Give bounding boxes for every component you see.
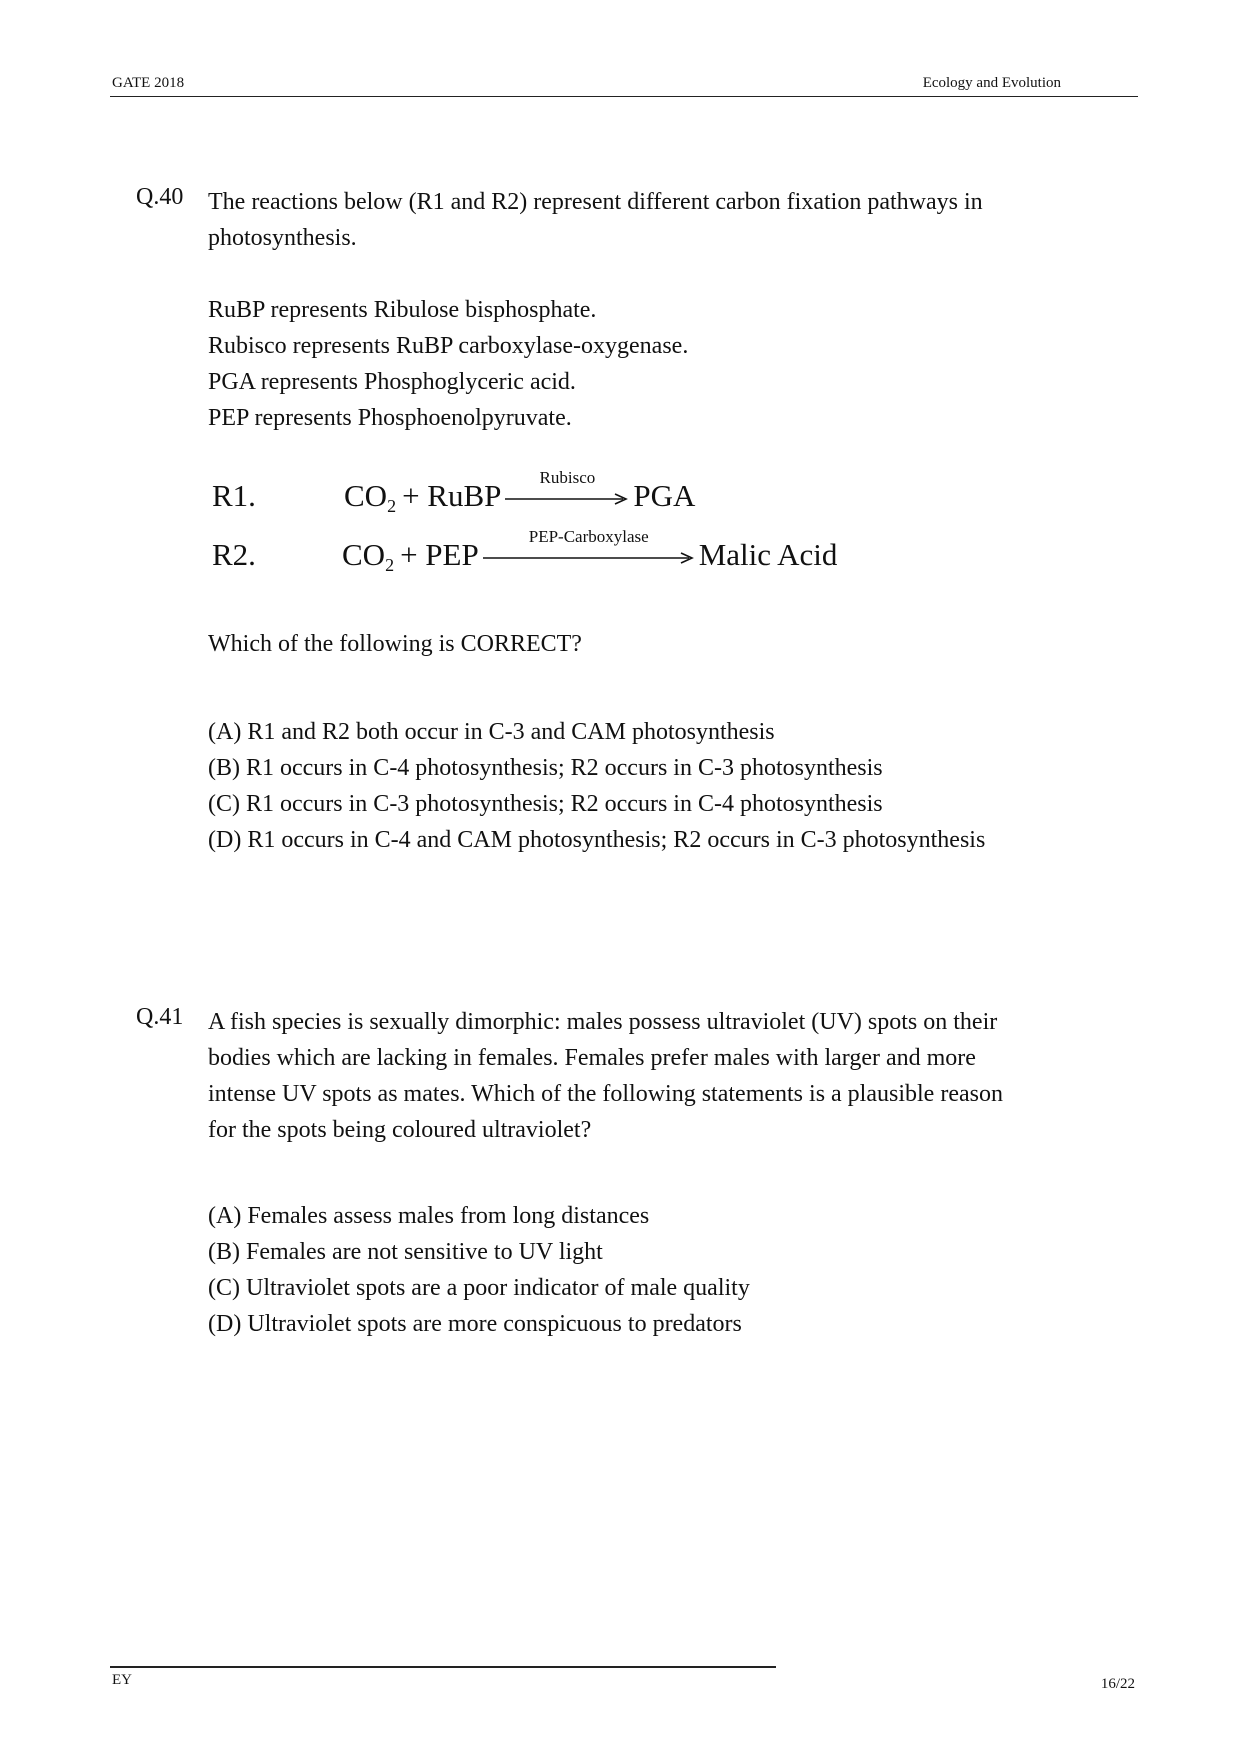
header-exam-title: GATE 2018	[112, 75, 185, 91]
option-c: (C) R1 occurs in C-3 photosynthesis; R2 occurs in C-4 photosynthesis	[208, 791, 883, 817]
question-number-41: Q.41	[136, 1004, 184, 1030]
question-40-prompt	[208, 626, 1128, 662]
definition-line: PEP represents Phosphoenolpyruvate.	[208, 405, 572, 431]
reaction-r1-label: R1.	[212, 478, 256, 513]
reaction-r1-equation	[344, 468, 696, 516]
reaction-r2-equation	[342, 527, 838, 575]
reactant-co: CO	[344, 478, 388, 513]
question-40-stem	[208, 184, 1128, 256]
option-b: (B) R1 occurs in C-4 photosynthesis; R2 occurs in C-3 photosynthesis	[208, 755, 883, 781]
reactant-co: CO	[342, 537, 386, 572]
stem-line: bodies which are lacking in females. Females prefer males with larger and more	[208, 1045, 976, 1071]
subscript: 2	[385, 555, 395, 575]
reaction-arrow	[483, 527, 695, 565]
definition-line: PGA represents Phosphoglyceric acid.	[208, 369, 576, 395]
stem-line: for the spots being coloured ultraviolet?	[208, 1117, 592, 1143]
question-40-options	[208, 714, 1128, 858]
footer-divider	[110, 1666, 776, 1668]
reaction-arrow	[505, 468, 629, 506]
header-divider	[110, 96, 1138, 97]
question-41-stem	[208, 1004, 1128, 1148]
footer-paper-code: EY	[112, 1672, 132, 1688]
option-a: (A) R1 and R2 both occur in C-3 and CAM photosynthesis	[208, 719, 775, 745]
reaction-r2-label: R2.	[212, 537, 256, 572]
option-b: (B) Females are not sensitive to UV light	[208, 1239, 603, 1265]
page-number: 16/22	[1100, 1676, 1135, 1692]
prompt-line: Which of the following is CORRECT?	[208, 631, 582, 657]
header-subject: Ecology and Evolution	[922, 75, 1061, 91]
definition-line: Rubisco represents RuBP carboxylase-oxygenase.	[208, 333, 689, 359]
stem-line: photosynthesis.	[208, 225, 357, 251]
option-c: (C) Ultraviolet spots are a poor indicator of male quality	[208, 1275, 750, 1301]
subscript: 2	[387, 496, 397, 516]
stem-line: intense UV spots as mates. Which of the following statements is a plausible reason	[208, 1081, 1003, 1107]
arrow-icon	[505, 492, 629, 506]
question-41-options	[208, 1198, 1128, 1342]
arrow-icon	[483, 551, 695, 565]
stem-line: A fish species is sexually dimorphic: males possess ultraviolet (UV) spots on their	[208, 1009, 998, 1035]
option-d: (D) R1 occurs in C-4 and CAM photosynthesis; R2 occurs in C-3 photosynthesis	[208, 827, 986, 853]
product: PGA	[633, 478, 696, 513]
reactant-second: + PEP	[400, 537, 479, 572]
question-40-definitions	[208, 292, 1128, 436]
enzyme-label: PEP-Carboxylase	[528, 527, 649, 546]
product: Malic Acid	[698, 537, 838, 572]
reactant-second: + RuBP	[402, 478, 502, 513]
enzyme-label: Rubisco	[539, 468, 596, 487]
stem-line: The reactions below (R1 and R2) represent different carbon fixation pathways in	[208, 189, 983, 215]
question-number-40: Q.40	[136, 184, 184, 210]
option-a: (A) Females assess males from long distances	[208, 1203, 650, 1229]
option-d: (D) Ultraviolet spots are more conspicuous to predators	[208, 1311, 742, 1337]
definition-line: RuBP represents Ribulose bisphosphate.	[208, 297, 597, 323]
